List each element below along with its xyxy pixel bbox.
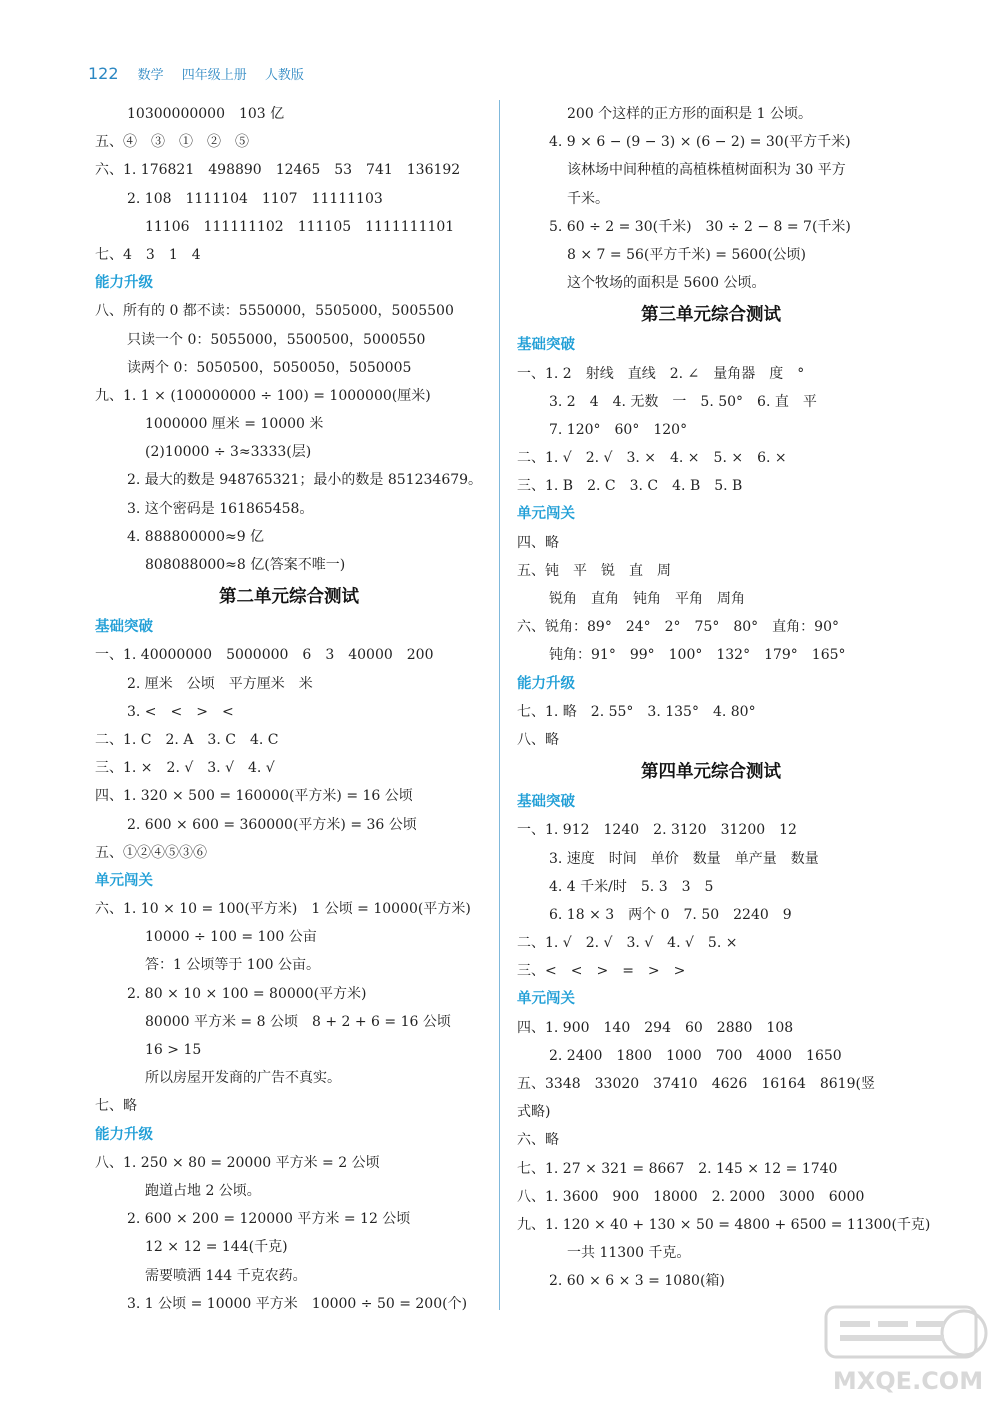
column-divider [499,100,500,1310]
section-subheading: 能力升级 [95,1126,153,1143]
answer-line: 二、1. C 2. A 3. C 4. C [95,731,279,748]
answer-line: 五、④ ③ ① ② ⑤ [95,134,249,151]
answer-line: 钝角：91° 99° 100° 132° 179° 165° [549,647,846,664]
answer-line: 答：1 公顷等于 100 公亩。 [145,957,320,974]
answer-line: 七、1. 27 × 321 = 8667 2. 145 × 12 = 1740 [517,1160,838,1177]
answer-line: 三、1. × 2. √ 3. √ 4. √ [95,760,275,777]
answer-line: 6. 18 × 3 两个 0 7. 50 2240 9 [549,906,792,923]
answer-line: 三、< < > = > > [517,963,686,980]
answer-line: 2. 厘米 公顷 平方厘米 米 [127,675,313,692]
section-subheading: 基础突破 [95,619,153,636]
answer-line: 七、略 [95,1098,137,1115]
answer-line: 200 个这样的正方形的面积是 1 公顷。 [567,106,812,122]
answer-line: 三、1. B 2. C 3. C 4. B 5. B [517,478,743,495]
page-number: 122 [88,64,119,83]
section-subheading: 能力升级 [95,275,153,292]
answer-line: 跑道占地 2 公顷。 [145,1182,261,1199]
answer-line: 3. 这个密码是 161865458。 [127,500,314,517]
answer-line: 4. 4 千米/时 5. 3 3 5 [549,878,714,895]
answer-line: 10000 ÷ 100 = 100 公亩 [145,929,317,946]
answer-line: 这个牧场的面积是 5600 公顷。 [567,275,766,292]
watermark-logo [816,1301,996,1397]
answer-line: 该林场中间种植的高植株植树面积为 30 平方 [567,162,846,179]
answer-line: 2. 最大的数是 948765321；最小的数是 851234679。 [127,472,483,489]
answer-line: 3. 1 公顷 = 10000 平方米 10000 ÷ 50 = 200(个) [127,1295,468,1312]
answer-line: 2. 60 × 6 × 3 = 1080(箱) [549,1273,725,1290]
answer-line: 九、1. 1 × (100000000 ÷ 100) = 1000000(厘米) [95,387,431,404]
section-subheading: 单元闯关 [517,991,575,1008]
answer-line: 只读一个 0：5055000，5500500，5000550 [127,331,426,348]
section-subheading: 单元闯关 [95,872,153,889]
answer-line: 九、1. 120 × 40 + 130 × 50 = 4800 + 6500 = 11300(千克) [517,1216,931,1233]
answer-line: 锐角 直角 钝角 平角 周角 [549,591,745,607]
answer-line: 五、钝 平 锐 直 周 [517,562,671,579]
answer-line: 五、3348 33020 37410 4626 16164 8619(竖 [517,1076,875,1092]
answer-line: 八、1. 250 × 80 = 20000 平方米 = 2 公顷 [95,1154,380,1171]
answer-line: 2. 600 × 200 = 120000 平方米 = 12 公顷 [127,1211,411,1228]
answer-line: 2. 2400 1800 1000 700 4000 1650 [549,1047,842,1064]
answer-line: 四、1. 320 × 500 = 160000(平方米) = 16 公顷 [95,788,413,805]
answer-line: 五、①②④⑤③⑥ [95,844,207,861]
answer-line: 二、1. √ 2. √ 3. √ 4. √ 5. × [517,935,738,952]
answer-line: 八、1. 3600 900 18000 2. 2000 3000 6000 [517,1188,865,1205]
answer-line: 4. 9 × 6 − (9 − 3) × (6 − 2) = 30(平方千米) [549,134,851,151]
answer-line: 7. 120° 60° 120° [549,421,688,438]
section-title: 第三单元综合测试 [641,305,781,326]
answer-line: 12 × 12 = 144(千克) [145,1239,288,1256]
answer-line: 四、1. 900 140 294 60 2880 108 [517,1019,794,1036]
answer-line: 3. < < > < [127,703,234,720]
section-subheading: 能力升级 [517,675,575,692]
answer-line: 式略) [517,1104,551,1121]
answer-line: 8 × 7 = 56(平方千米) = 5600(公顷) [567,246,806,263]
answer-line: 一共 11300 千克。 [567,1245,691,1262]
section-title: 第二单元综合测试 [219,587,359,608]
section-subheading: 单元闯关 [517,506,575,523]
answer-line: 一、1. 912 1240 2. 3120 31200 12 [517,822,797,839]
answer-line: 一、1. 2 射线 直线 2. ∠ 量角器 度 ° [517,365,805,382]
answer-line: 六、锐角：89° 24° 2° 75° 80° 直角：90° [517,619,839,636]
answer-line: 六、略 [517,1132,559,1149]
answer-line: 四、略 [517,534,559,551]
page-header [88,64,317,83]
answer-line: 2. 80 × 10 × 100 = 80000(平方米) [127,985,367,1002]
section-subheading: 基础突破 [517,337,575,354]
answer-line: 读两个 0：5050500，5050050，5050005 [127,359,412,376]
section-subheading: 基础突破 [517,794,575,811]
answer-line: 808088000≈8 亿(答案不唯一) [145,557,346,573]
answer-line: 千米。 [567,190,609,207]
answer-line: 二、1. √ 2. √ 3. × 4. × 5. × 6. × [517,450,787,467]
answer-line: 10300000000 103 亿 [127,106,285,122]
answer-line: 11106 111111102 111105 1111111101 [145,218,455,235]
answer-line: 八、略 [517,731,559,748]
section-title: 第四单元综合测试 [641,762,781,783]
edition-label: 人教版 [264,68,304,83]
answer-line: 1000000 厘米 = 10000 米 [145,416,324,433]
right-column [517,100,931,1296]
answer-line: 16 > 15 [145,1042,202,1058]
answer-line: 八、所有的 0 都不读：5550000，5505000，5005500 [95,303,454,320]
answer-line: 3. 2 4 4. 无数 一 5. 50° 6. 直 平 [549,393,817,410]
grade-label: 四年级上册 [181,68,247,83]
answer-line: 3. 速度 时间 单价 数量 单产量 数量 [549,850,819,867]
answer-line: 5. 60 ÷ 2 = 30(千米) 30 ÷ 2 − 8 = 7(千米) [549,218,851,235]
answer-line: 六、1. 176821 498890 12465 53 741 136192 [95,162,461,179]
answer-line: 4. 888800000≈9 亿 [127,528,265,545]
answer-line: (2)10000 ÷ 3≈3333(层) [145,444,312,461]
subject-label: 数学 [137,68,164,83]
answer-line: 需要喷洒 144 千克农药。 [145,1267,307,1284]
answer-line: 七、4 3 1 4 [95,246,201,263]
answer-line: 六、1. 10 × 10 = 100(平方米) 1 公顷 = 10000(平方米) [95,901,471,918]
answer-line: 一、1. 40000000 5000000 6 3 40000 200 [95,647,434,664]
answer-line: 所以房屋开发商的广告不真实。 [145,1070,341,1087]
watermark-site-text: MXQE.COM [832,1367,984,1395]
left-column [95,100,495,1318]
answer-line: 2. 600 × 600 = 360000(平方米) = 36 公顷 [127,816,417,833]
answer-line: 80000 平方米 = 8 公顷 8 + 2 + 6 = 16 公顷 [145,1013,451,1030]
answer-line: 七、1. 略 2. 55° 3. 135° 4. 80° [517,703,756,720]
answer-line: 2. 108 1111104 1107 11111103 [127,190,383,207]
